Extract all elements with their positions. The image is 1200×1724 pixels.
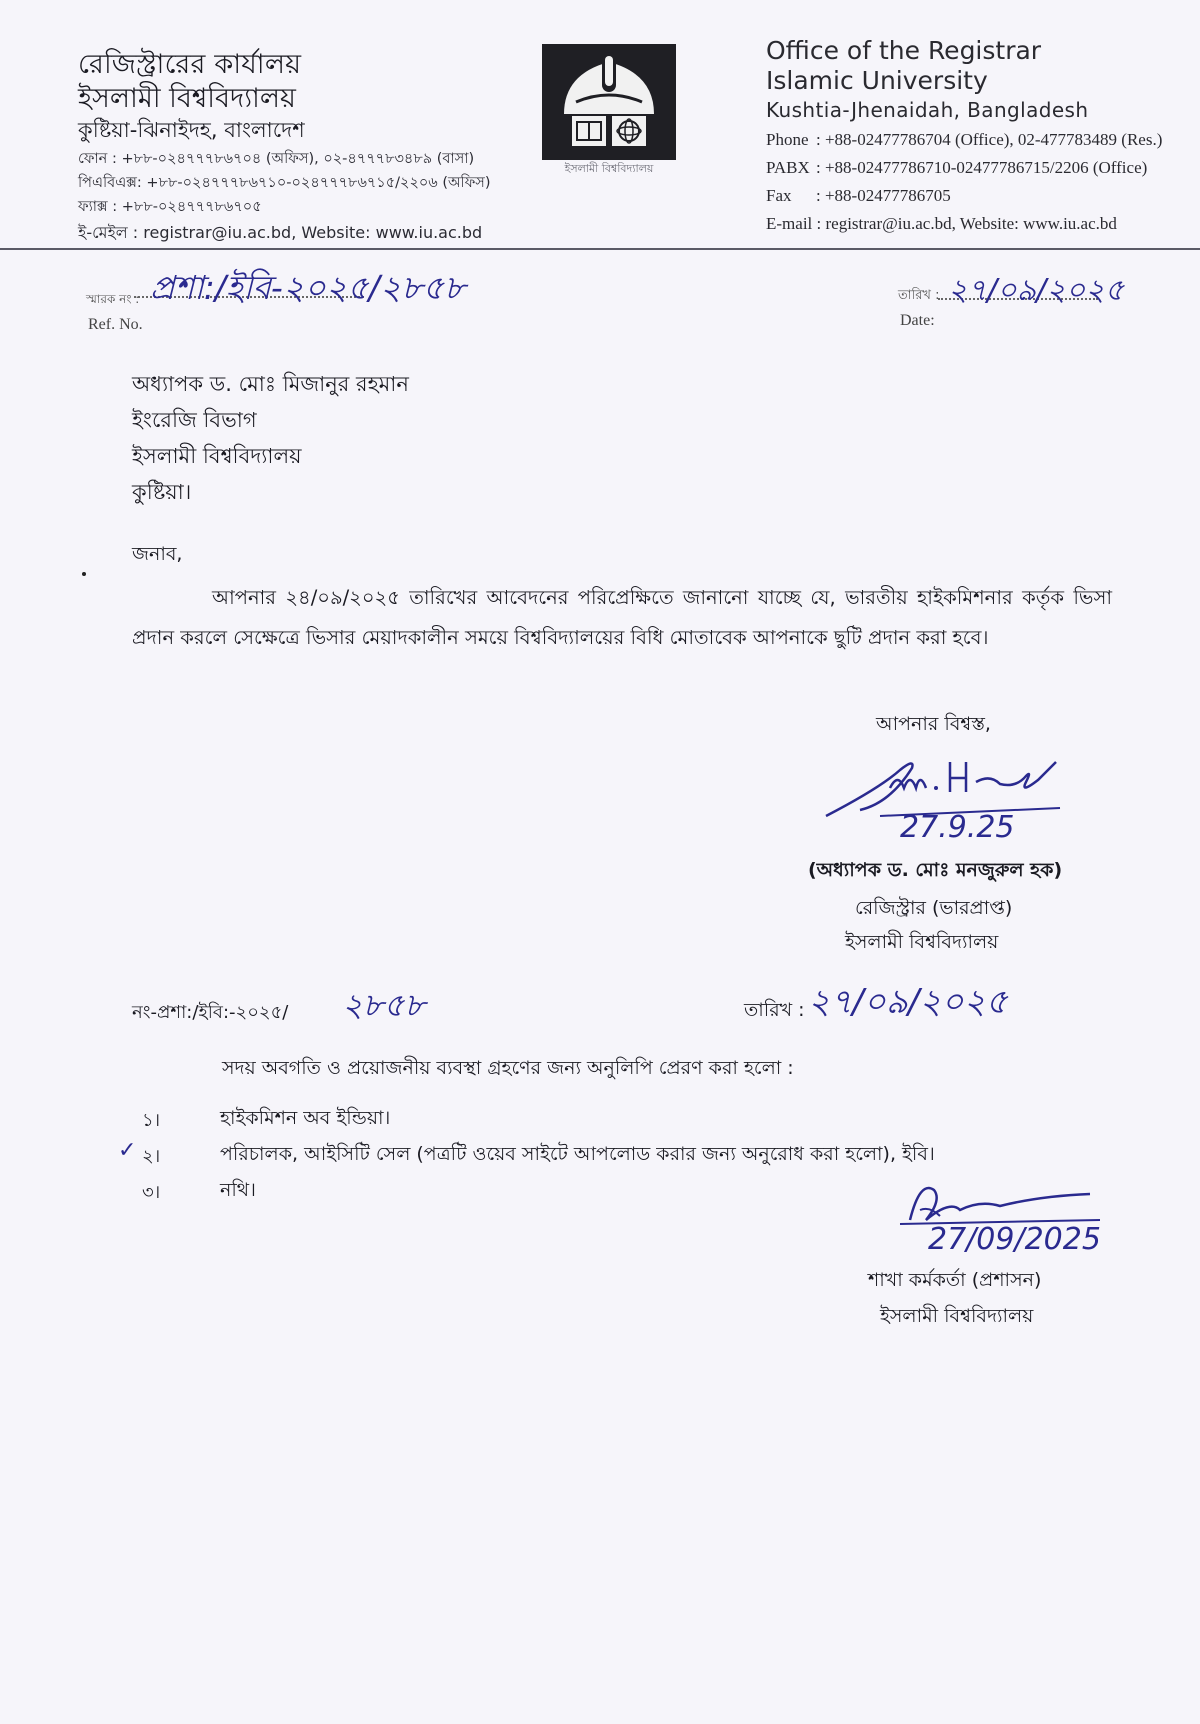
memo-number-label: নং-প্রশা:/ইবি:-২০২৫/ <box>132 1002 289 1023</box>
header-bn-fax: ফ্যাক্স : +৮৮-০২৪৭৭৭৮৬৭০৫ <box>78 199 262 215</box>
copy-item-number: ১। <box>142 1110 161 1131</box>
memo-date-handwritten: ২৭/০৯/২০২৫ <box>808 982 1008 1022</box>
officer-org: ইসলামী বিশ্ববিদ্যালয় <box>880 1305 1034 1327</box>
memo-number-handwritten: ২৮৫৮ <box>342 986 426 1024</box>
copy-item-number: ২। <box>142 1146 161 1167</box>
header-en-phone <box>766 130 1162 150</box>
copy-item-text: হাইকমিশন অব ইন্ডিয়া। <box>220 1107 391 1129</box>
signatory-name: (অধ্যাপক ড. মোঃ মনজুরুল হক) <box>808 859 1063 881</box>
officer-title: শাখা কর্মকর্তা (প্রশাসন) <box>868 1269 1042 1291</box>
recipient-department: ইংরেজি বিভাগ <box>132 408 257 432</box>
closing: আপনার বিশ্বস্ত, <box>876 713 991 735</box>
recipient-city: কুষ্টিয়া। <box>132 480 192 504</box>
header-en-fax <box>766 186 951 206</box>
date-label-bn: তারিখ : <box>898 288 940 303</box>
copy-item-text: পরিচালক, আইসিটি সেল (পত্রটি ওয়েব সাইটে আপলোড করার জন্য অনুরোধ করা হলো), ইবি। <box>220 1143 935 1165</box>
recipient-name: অধ্যাপক ড. মোঃ মিজানুর রহমান <box>132 372 409 396</box>
header-en-email: E-mail : registrar@iu.ac.bd, Website: www.iu.ac.bd <box>766 214 1117 233</box>
header-bn-pabx: পিএবিএক্স: +৮৮-০২৪৭৭৭৮৬৭১০-০২৪৭৭৭৮৬৭১৫/২২০৬ (অফিস) <box>78 175 491 191</box>
copy-item-text: নথি। <box>220 1179 256 1201</box>
copy-item-number: ৩। <box>142 1182 161 1203</box>
header-en-location: Kushtia-Jhenaidah, Bangladesh <box>766 98 1089 122</box>
header-bn-office-title: রেজিস্ট্রারের কার্যালয় <box>78 49 302 80</box>
ref-number-handwritten: প্রশা:/ইবি-২০২৫/২৮৫৮ <box>150 268 466 307</box>
officer-signature-date: 27/09/2025 <box>928 1222 1101 1257</box>
checkmark-icon: ✓ <box>118 1138 137 1163</box>
pabx-value: : +88-02477786710-02477786715/2206 (Office) <box>816 158 1148 177</box>
university-logo-icon <box>542 44 676 160</box>
logo-caption: ইসলামী বিশ্ববিদ্যালয় <box>564 162 654 175</box>
fax-value: : +88-02477786705 <box>816 186 951 205</box>
header-bn-university: ইসলামী বিশ্ববিদ্যালয় <box>78 83 296 114</box>
signatory-org: ইসলামী বিশ্ববিদ্যালয় <box>845 931 999 953</box>
copies-intro: সদয় অবগতি ও প্রয়োজনীয় ব্যবস্থা গ্রহণের জন্য অনুলিপি প্রেরণ করা হলো : <box>222 1057 794 1079</box>
phone-label: Phone <box>766 130 809 149</box>
header-en-office: Office of the Registrar <box>766 36 1042 65</box>
recipient-university: ইসলামী বিশ্ববিদ্যালয় <box>132 444 302 468</box>
fax-label: Fax <box>766 186 792 205</box>
ref-label-en: Ref. No. <box>88 316 143 333</box>
registrar-signature-date: 27.9.25 <box>900 810 1015 845</box>
header-bn-location: কুষ্টিয়া-ঝিনাইদহ, বাংলাদেশ <box>78 118 305 142</box>
signatory-title: রেজিস্ট্রার (ভারপ্রাপ্ত) <box>855 897 1013 919</box>
header-bn-phone: ফোন : +৮৮-০২৪৭৭৭৮৬৭০৪ (অফিস), ০২-৪৭৭৭৮৩৪৮৯ (বাসা) <box>78 151 475 167</box>
memo-date-label: তারিখ : <box>744 999 805 1021</box>
header-bn-email: ই-মেইল : registrar@iu.ac.bd, Website: www.iu.ac.bd <box>78 223 483 242</box>
margin-dot <box>82 572 86 576</box>
phone-value: : +88-02477786704 (Office), 02-477783489 (Res.) <box>816 130 1163 149</box>
date-label-en: Date: <box>900 312 935 329</box>
salutation: জনাব, <box>132 543 183 565</box>
ref-label-bn: স্মারক নং : <box>86 292 140 306</box>
pabx-label: PABX <box>766 158 810 177</box>
letter-body: আপনার ২৪/০৯/২০২৫ তারিখের আবেদনের পরিপ্রেক্ষিতে জানানো যাচ্ছে যে, ভারতীয় হাইকমিশনার কর্তৃক ভিসা প্রদান করলে সেক্ষেত্রে ভিসার মেয়াদকালীন সময়ে বিশ্ববিদ্যালয়ের বিধি মোতাবেক আপনাকে ছুটি প্রদান করা হবে। <box>132 586 1112 649</box>
header-divider <box>0 248 1200 250</box>
header-en-pabx <box>766 158 1147 178</box>
date-handwritten: ২৭/০৯/২০২৫ <box>948 273 1125 308</box>
header-en-university: Islamic University <box>766 66 988 95</box>
